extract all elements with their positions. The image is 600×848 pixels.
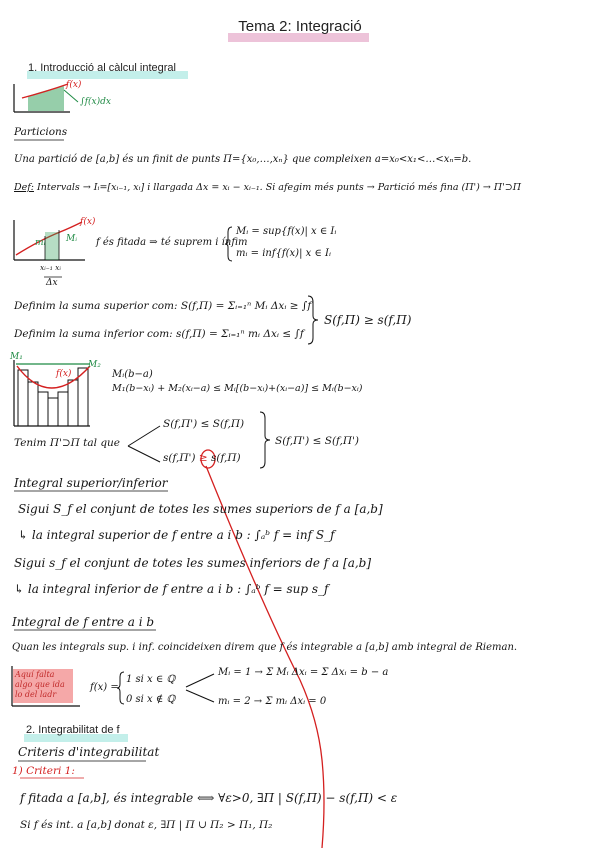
fig2-mi-label: mᵢ bbox=[35, 238, 46, 248]
def-label: Def: bbox=[14, 182, 34, 193]
integral-heading: Integral de f entre a i b bbox=[12, 615, 155, 629]
finer-result: S(f,Π') ≤ S(f,Π') bbox=[275, 435, 360, 447]
supinf-line2: ↳ la integral superior de f entre a i b : ∫ₐᵇ f = inf S_f bbox=[18, 528, 335, 542]
fig2-dx-label: Δx bbox=[46, 278, 58, 288]
dirichlet-case1: 1 si x ∈ ℚ bbox=[126, 674, 176, 685]
dirichlet-res2: mᵢ = 2 → Σ mᵢ Δxᵢ = 0 bbox=[218, 696, 327, 707]
criteri1-label: 1) Criteri 1: bbox=[12, 765, 75, 777]
def-text: Intervals → Iᵢ=[xᵢ₋₁, xᵢ] i llargada Δx = xᵢ − xᵢ₋₁. Si afegim més punts → Partició més fina (Π') → Π'⊃Π bbox=[37, 182, 522, 193]
fig2-Mi-label: Mᵢ bbox=[66, 234, 78, 244]
supinf-line1: Sigui S_f el conjunt de totes les sumes superiors de f a [a,b] bbox=[18, 502, 383, 516]
upper-sum-def: Definim la suma superior com: S(f,Π) = Σᵢ₌₁ⁿ Mᵢ Δxᵢ ≥ ∫f bbox=[14, 300, 312, 312]
finer-lower bbox=[163, 452, 241, 464]
fig1-f-label: f(x) bbox=[66, 80, 82, 90]
fig2-sup-def: Mᵢ = sup{f(x)| x ∈ Iᵢ bbox=[236, 226, 337, 237]
sums-result: S(f,Π) ≥ s(f,Π) bbox=[324, 313, 412, 327]
fig2-f-label: f(x) bbox=[80, 217, 96, 227]
fig2-inf-def: mᵢ = inf{f(x)| x ∈ Iᵢ bbox=[236, 248, 331, 259]
fig2-interval-label: xᵢ₋₁ xᵢ bbox=[40, 263, 61, 272]
finer-lead: Tenim Π'⊃Π tal que bbox=[14, 437, 121, 449]
particions-heading: Particions bbox=[14, 126, 68, 138]
fig3-sketch bbox=[14, 360, 90, 426]
fig3-M2-label: M₂ bbox=[88, 360, 101, 370]
criteris-heading: Criteris d'integrabilitat bbox=[18, 745, 160, 759]
particions-def bbox=[14, 182, 521, 193]
fig2-bounded-text: f és fitada ⇒ té suprem i ínfim bbox=[96, 237, 248, 248]
finer-lower-b: s(f,Π) bbox=[210, 452, 241, 464]
integral-line: Quan les integrals sup. i inf. coincideixen direm que f és integrable a [a,b] amb integral de Rieman. bbox=[12, 642, 518, 653]
fig3-line1: Mᵢ(b−a) bbox=[112, 369, 153, 380]
dirichlet-fx: f(x) = bbox=[90, 682, 119, 693]
fig3-f-label: f(x) bbox=[56, 369, 72, 379]
finer-upper: S(f,Π') ≤ S(f,Π) bbox=[163, 418, 245, 430]
particions-line1: Una partició de [a,b] és un finit de punts Π={x₀,…,xₙ} que compleixen a=x₀<x₁<…<xₙ=b. bbox=[14, 154, 472, 165]
lower-sum-def: Definim la suma inferior com: s(f,Π) = Σᵢ₌₁ⁿ mᵢ Δxᵢ ≤ ∫f bbox=[14, 328, 304, 340]
supinf-line4: ↳ la integral inferior de f entre a i b : ∫ₐᵇ f = sup s_f bbox=[14, 582, 329, 596]
fig1-integral-label: ∫f(x)dx bbox=[80, 97, 111, 107]
finer-lower-a: s(f,Π') bbox=[163, 452, 196, 464]
page-title: Tema 2: Integració bbox=[238, 18, 362, 35]
section2-heading: 2. Integrabilitat de f bbox=[26, 724, 120, 736]
finer-lower-op: ≥ bbox=[198, 452, 208, 464]
criteri1-line1: f fitada a [a,b], és integrable ⟺ ∀ε>0, ∃Π | S(f,Π) − s(f,Π) < ε bbox=[20, 791, 398, 805]
supinf-line3: Sigui s_f el conjunt de totes les sumes inferiors de f a [a,b] bbox=[14, 556, 372, 570]
dirichlet-case2: 0 si x ∉ ℚ bbox=[126, 694, 176, 705]
note-line1: Aquí falta bbox=[15, 670, 55, 679]
criteri1-line2: Si f és int. a [a,b] donat ε, ∃Π | Π ∪ Π₂ > Π₁, Π₂ bbox=[20, 819, 273, 831]
note-line2: algo que ida bbox=[15, 680, 65, 689]
note-line3: lo del ladr bbox=[15, 690, 57, 699]
section1-heading: 1. Introducció al càlcul integral bbox=[28, 62, 176, 74]
supinf-heading: Integral superior/inferior bbox=[14, 476, 168, 490]
dirichlet-res1: Mᵢ = 1 → Σ Mᵢ Δxᵢ = Σ Δxᵢ = b − a bbox=[218, 667, 389, 678]
fig3-line2: M₁(b−xᵢ) + M₂(xᵢ−a) ≤ Mᵢ[(b−xᵢ)+(xᵢ−a)] ≤ Mᵢ(b−xᵢ) bbox=[112, 383, 363, 394]
fig3-M1-label: M₁ bbox=[10, 352, 23, 362]
